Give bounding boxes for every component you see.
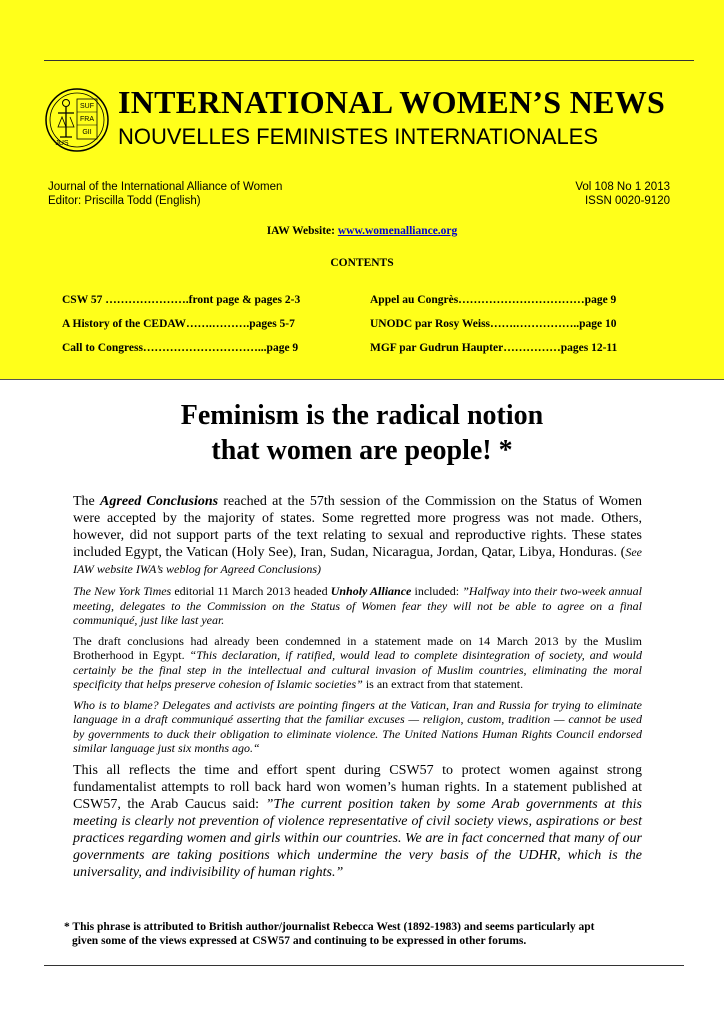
footnote-line-2: given some of the views expressed at CSW57 and continuing to be expressed in other forums. [72, 935, 527, 947]
journal-info [48, 180, 282, 208]
top-rule [44, 60, 694, 61]
paragraph-nyt: The New York Times editorial 11 March 2013 headed Unholy Alliance included: ”Halfway into their two-week annual meeting, delegates to the Commission on the Status of Women fear they will not be able to agree on a final communiqué, just like last year. [73, 584, 642, 627]
seal-text-fra: FRA [80, 116, 94, 123]
article-headline [0, 398, 724, 468]
website-label: IAW Website: [266, 225, 335, 237]
masthead-title-english: INTERNATIONAL WOMEN’S NEWS [118, 84, 666, 120]
journal-line: Journal of the International Alliance of Women [48, 181, 283, 193]
arab-caucus-quote: ”The current position taken by some Arab governments at this meeting is clearly not prevention of violence representative of civil society views, aspirations or best practices regarding women and girls within our countries. We are in fact concerned that many of our governments are taking positions which undermine the very basis of the UDHR, which is the universality, and indivisibility of human rights.” [73, 796, 642, 880]
contents-item[interactable]: Appel au Congrès……………………………page 9 [370, 294, 617, 306]
footnote [64, 920, 664, 948]
headline-line-2: that women are people! * [211, 435, 513, 466]
editor-line: Editor: Priscilla Todd (English) [48, 195, 201, 207]
volume-line: Vol 108 No 1 2013 [575, 181, 670, 193]
contents-heading: CONTENTS [330, 257, 394, 269]
article-body [73, 493, 642, 887]
contents-item[interactable]: MGF par Gudrun Haupter……………pages 12-11 [370, 342, 618, 354]
paragraph-agreed-conclusions: The Agreed Conclusions reached at the 57th session of the Commission on the Status of Women were accepted by the majority of states. Some regretted more progress was not made. Others, however, did not support parts of the text relating to sexual and reproductive rights. These states included Egypt, the Vatican (Holy See), Iran, Sudan, Nicaragua, Jordan, Qatar, Libya, Honduras. (See IAW website IWA’s weblog for Agreed Conclusions) [73, 494, 642, 576]
contents-item[interactable]: A History of the CEDAW…….……….pages 5-7 [62, 318, 295, 330]
paragraph-muslim-brotherhood: The draft conclusions had already been condemned in a statement made on 14 March 2013 by the Muslim Brotherhood in Egypt. “This declaration, if ratified, would lead to complete disintegration of society, and would certainly be the final step in the intellectual and cultural invasion of Muslim countries, eliminating the moral specificity that helps preserve cohesion of Islamic societies” is an extract from that statement. [73, 633, 643, 691]
bottom-rule [44, 965, 684, 966]
weblog-note: See IAW website IWA’s weblog for Agreed Conclusions) [73, 545, 642, 576]
contents-list-left [62, 288, 300, 360]
website-line [0, 225, 724, 237]
unholy-alliance-term: Unholy Alliance [330, 584, 412, 598]
footnote-line-1: * This phrase is attributed to British author/journalist Rebecca West (1892-1983) and seems particularly apt [64, 921, 595, 933]
masthead-rule [0, 379, 724, 380]
nyt-quote: ”Halfway into their two-week annual meeting, delegates to the Commission on the Status of Women fear they will not be able to agree on a final communiqué, just like last year. [73, 584, 642, 627]
paragraph-arab-caucus: This all reflects the time and effort spent during CSW57 to protect women against strong fundamentalist attempts to roll back hard won women’s human rights. In a statement published at CSW57, the Arab Caucus said: ”The current position taken by some Arab governments at this meeting is clearly not prevention of violence representative of civil society views, aspirations or best practices regarding women and girls within our countries. We are in fact concerned that many of our governments are taking positions which undermine the very basis of the UDHR, which is the universality, and indivisibility of human rights.” [73, 762, 642, 880]
masthead [0, 0, 724, 380]
brotherhood-quote: “This declaration, if ratified, would lead to complete disintegration of society, and would certainly be the final step in the intellectual and cultural invasion of Muslim countries, eliminating the moral specificity that helps preserve cohesion of Islamic societies” [73, 648, 643, 691]
seal-text-gii: GII [82, 129, 92, 136]
paragraph-who-to-blame: Who is to blame? Delegates and activists are pointing fingers at the Vatican, Iran and Russia for trying to eliminate language in a draft communiqué asserting that the familiar excuses — religion, custom, tradition — cannot be used by governments to duck their obligation to eliminate violence. The United Nations Human Rights Council endorsed similar language just six months ago.“ [73, 697, 642, 755]
masthead-title-french: NOUVELLES FEMINISTES INTERNATIONALES [118, 124, 599, 149]
nyt-name: The New York Times [73, 584, 172, 598]
issn-line: ISSN 0020-9120 [584, 195, 670, 207]
seal-text-suf: SUF [80, 103, 94, 110]
alliance-seal-logo [44, 87, 110, 153]
seal-text-jus: JUS [55, 140, 69, 147]
agreed-conclusions-term: Agreed Conclusions [100, 494, 219, 509]
headline-line-1: Feminism is the radical notion [180, 400, 544, 431]
contents-item[interactable]: Call to Congress…………………………...page 9 [62, 342, 299, 354]
contents-item[interactable]: CSW 57 ………………….front page & pages 2-3 [62, 294, 301, 306]
contents-item[interactable]: UNODC par Rosy Weiss…….……………..page 10 [370, 318, 617, 330]
issue-info [575, 180, 670, 208]
contents-list-right [370, 288, 617, 360]
website-link[interactable]: www.womenalliance.org [337, 225, 458, 237]
